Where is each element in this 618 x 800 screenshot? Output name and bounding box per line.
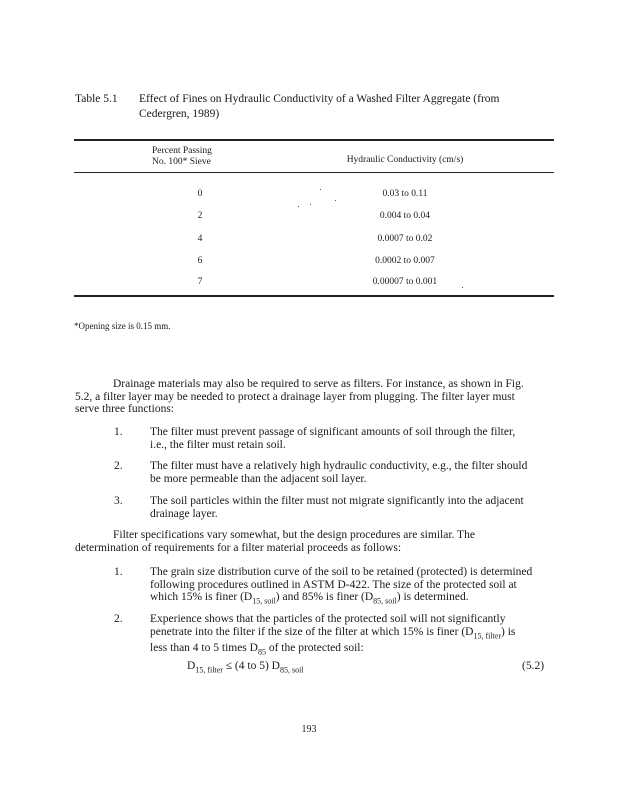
item-line: Experience shows that the particles of the protected soil will not significantly bbox=[150, 613, 506, 625]
table-cell-conductivity: 0.03 to 0.11 bbox=[382, 189, 428, 199]
function-item bbox=[114, 460, 554, 490]
scan-speck bbox=[462, 287, 463, 288]
table-cell-passing: 0 bbox=[197, 189, 203, 199]
table-cell-conductivity: 0.0007 to 0.02 bbox=[377, 234, 433, 244]
procedure-step bbox=[114, 566, 554, 608]
function-item bbox=[114, 426, 554, 456]
table-footnote: *Opening size is 0.15 mm. bbox=[74, 321, 171, 331]
item-number: 3. bbox=[114, 495, 123, 507]
paragraph-filter-spec bbox=[75, 529, 555, 554]
table-top-rule bbox=[74, 139, 554, 141]
scan-speck bbox=[320, 189, 321, 190]
paragraph-drainage bbox=[75, 378, 555, 416]
item-line bbox=[150, 642, 554, 659]
item-number: 1. bbox=[114, 566, 123, 578]
text-run: of the protected soil: bbox=[265, 642, 364, 655]
subscript: 85, soil bbox=[373, 596, 397, 606]
table-cell-conductivity: 0.0002 to 0.007 bbox=[375, 256, 435, 266]
paragraph-line: determination of requirements for a filter material proceeds as follows: bbox=[75, 541, 402, 554]
subscript: 85, soil bbox=[279, 665, 304, 675]
equation-lhs: D bbox=[187, 660, 196, 672]
item-number: 2. bbox=[114, 460, 123, 472]
paragraph-line: serve three functions: bbox=[75, 403, 174, 415]
table-cell-passing: 7 bbox=[197, 277, 203, 287]
item-line bbox=[150, 591, 554, 608]
table-cell-conductivity: 0.00007 to 0.001 bbox=[372, 277, 438, 287]
table-cell-passing: 2 bbox=[197, 211, 203, 221]
scan-speck bbox=[298, 206, 299, 207]
table-title: Effect of Fines on Hydraulic Conductivity of a Washed Filter Aggregate (from Cedergren, 1989) bbox=[139, 93, 500, 120]
item-line: be more permeable than the adjacent soil layer. bbox=[150, 472, 367, 485]
subscript: 85 bbox=[257, 647, 266, 657]
table-cell-conductivity: 0.004 to 0.04 bbox=[379, 211, 431, 221]
header-col1-line1: Percent Passing bbox=[152, 146, 212, 156]
table-caption bbox=[75, 92, 555, 124]
equation bbox=[187, 660, 304, 674]
text-run: ) and 85% is finer (D bbox=[275, 591, 374, 603]
procedure-step bbox=[114, 613, 554, 655]
function-item bbox=[114, 495, 554, 525]
header-hydraulic-conductivity: Hydraulic Conductivity (cm/s) bbox=[346, 155, 464, 165]
table-number: Table 5.1 bbox=[75, 93, 118, 105]
item-line: drainage layer. bbox=[150, 507, 218, 520]
header-percent-passing bbox=[152, 146, 252, 168]
text-run: which 15% is finer (D bbox=[150, 591, 253, 603]
table-header-rule bbox=[74, 172, 554, 173]
text-run: ) is determined. bbox=[396, 591, 469, 603]
item-line: The grain size distribution curve of the soil to be retained (protected) is determined bbox=[150, 566, 533, 578]
text-run: penetrate into the filter if the size of the filter at which 15% is finer (D bbox=[150, 625, 474, 638]
text-run: less than 4 to 5 times D bbox=[150, 642, 258, 655]
paragraph-line: 5.2, a filter layer may be needed to protect a drainage layer from plugging. The filter layer must bbox=[75, 390, 515, 403]
subscript: 15, filter bbox=[195, 665, 223, 675]
table-bottom-rule bbox=[74, 295, 554, 297]
subscript: 15, filter bbox=[473, 630, 502, 640]
item-number: 1. bbox=[114, 426, 123, 438]
item-line: The filter must prevent passage of significant amounts of soil through the filter, bbox=[150, 426, 516, 438]
paragraph-line: Filter specifications vary somewhat, but the design procedures are similar. The bbox=[113, 529, 475, 541]
item-number: 2. bbox=[114, 613, 123, 625]
subscript: 15, soil bbox=[252, 596, 276, 606]
equation-relation: ≤ (4 to 5) D bbox=[222, 660, 280, 672]
scan-speck bbox=[310, 204, 311, 205]
paragraph-line: Drainage materials may also be required to serve as filters. For instance, as shown in Fig. bbox=[113, 378, 524, 390]
item-line: following procedures outlined in ASTM D-422. The size of the protected soil at bbox=[150, 578, 517, 591]
table-cell-passing: 6 bbox=[197, 256, 203, 266]
item-line bbox=[150, 626, 554, 643]
header-col1-line2: No. 100* Sieve bbox=[152, 157, 211, 167]
table-cell-passing: 4 bbox=[197, 234, 203, 244]
item-line: i.e., the filter must retain soil. bbox=[150, 438, 286, 451]
scan-speck bbox=[335, 200, 336, 201]
page-number: 193 bbox=[301, 724, 317, 735]
text-run: ) is bbox=[501, 625, 516, 638]
item-line: The soil particles within the filter must not migrate significantly into the adjacent bbox=[150, 495, 524, 507]
item-line: The filter must have a relatively high hydraulic conductivity, e.g., the filter should bbox=[150, 460, 528, 472]
equation-number: (5.2) bbox=[522, 660, 545, 672]
